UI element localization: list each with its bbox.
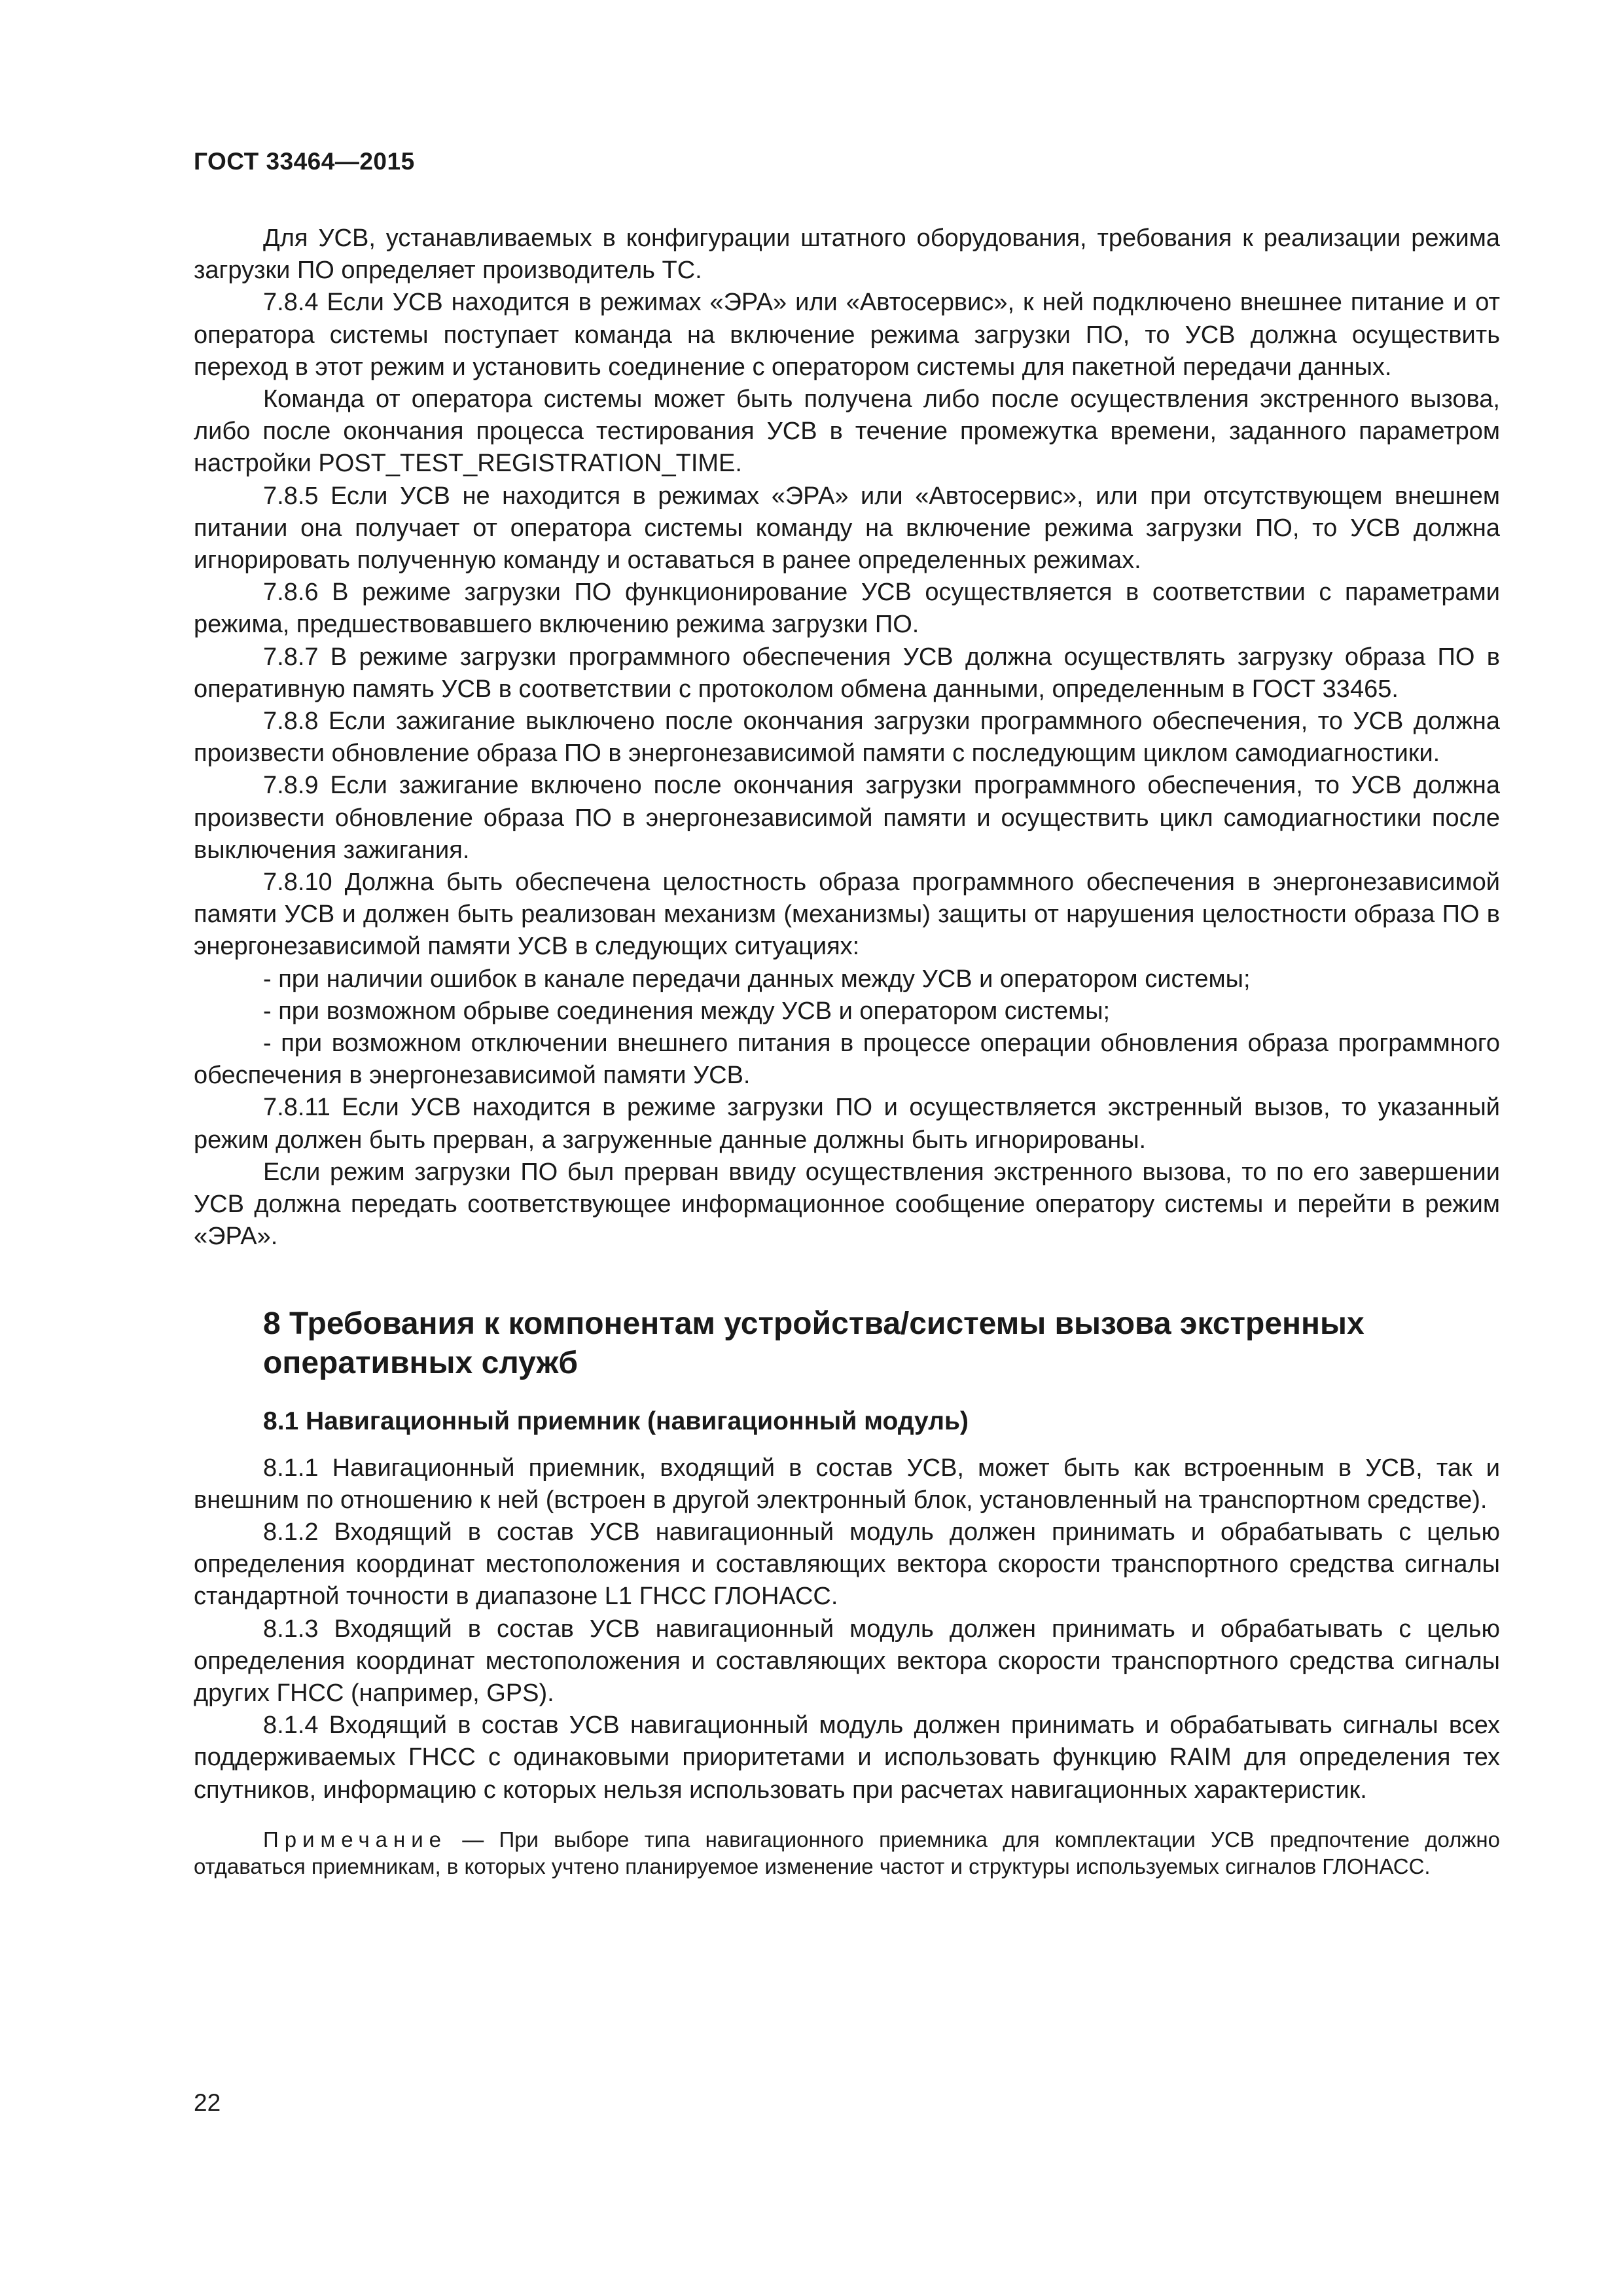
note-label: Примечание (263, 1827, 448, 1852)
paragraph-7-8-4: 7.8.4 Если УСВ находится в режимах «ЭРА» или «Автосервис», к ней подключено внешнее питание и от оператора системы поступает команда на включение режима загрузки ПО, то УСВ должна осуществить переход в этот режим и установить соединение с оператором системы для пакетной передачи данных. (194, 289, 1500, 381)
paragraph-7-8-6: 7.8.6 В режиме загрузки ПО функционирование УСВ осуществляется в соответствии с параметрами режима, предшествовавшего включению режима загрузки ПО. (194, 579, 1500, 639)
paragraph-7-8-5: 7.8.5 Если УСВ не находится в режимах «ЭРА» или «Автосервис», или при отсутствующем внешнем питании она получает от оператора системы команду на включение режима загрузки ПО, то УСВ должна игнорировать полученную команду и оставаться в ранее определенных режимах. (194, 482, 1500, 575)
paragraph-7-8-10: 7.8.10 Должна быть обеспечена целостность образа программного обеспечения в энергонезависимой памяти УСВ и должен быть реализован механизм (механизмы) защиты от нарушения целостности образа ПО в энергонезависимой памяти УСВ в следующих ситуациях: (194, 869, 1500, 961)
paragraph-7-8-8: 7.8.8 Если зажигание выключено после окончания загрузки программного обеспечения, то УСВ должна произвести обновление образа ПО в энергонезависимой памяти с последующим циклом самодиагностики. (194, 708, 1500, 768)
paragraph-7-8-4-cont: Команда от оператора системы может быть получена либо после осуществления экстренного вызова, либо после окончания процесса тестирования УСВ в течение промежутка времени, заданного параметром настройки POST_TEST_REGISTRATION_TIME. (194, 386, 1500, 478)
paragraph-7-8-11: 7.8.11 Если УСВ находится в режиме загрузки ПО и осуществляется экстренный вызов, то указанный режим должен быть прерван, а загруженные данные должны быть игнорированы. (194, 1094, 1500, 1154)
paragraph-7-8-7: 7.8.7 В режиме загрузки программного обеспечения УСВ должна осуществлять загрузку образа ПО в оперативную память УСВ в соответствии с протоколом обмена данными, определенным в ГОСТ 33465. (194, 643, 1500, 703)
page-number: 22 (194, 2089, 221, 2116)
paragraph-7-8-9: 7.8.9 Если зажигание включено после окончания загрузки программного обеспечения, то УСВ должна произвести обновление образа ПО в энергонезависимой памяти и осуществить цикл самодиагностики после выключения зажигания. (194, 772, 1500, 864)
paragraph-8-1-3: 8.1.3 Входящий в состав УСВ навигационный модуль должен принимать и обрабатывать с целью определения координат местоположения и составляющих вектора скорости транспортного средства сигналы других ГНСС (например, GPS). (194, 1615, 1500, 1707)
list-item: - при наличии ошибок в канале передачи данных между УСВ и оператором системы; (263, 965, 1251, 993)
paragraph-7-8-intro: Для УСВ, устанавливаемых в конфигурации штатного оборудования, требования к реализации режима загрузки ПО определяет производитель ТС. (194, 224, 1500, 285)
page-body (194, 223, 1500, 1880)
list-item: - при возможном обрыве соединения между УСВ и оператором системы; (263, 997, 1111, 1025)
note-paragraph (194, 1826, 1500, 1880)
paragraph-7-8-11-cont: Если режим загрузки ПО был прерван ввиду осуществления экстренного вызова, то по его завершении УСВ должна передать соответствующее информационное сообщение оператору системы и перейти в режим «ЭРА». (194, 1158, 1500, 1251)
list-item: - при возможном отключении внешнего питания в процессе операции обновления образа программного обеспечения в энергонезависимой памяти УСВ. (194, 1030, 1500, 1090)
paragraph-8-1-2: 8.1.2 Входящий в состав УСВ навигационный модуль должен принимать и обрабатывать с целью определения координат местоположения и составляющих вектора скорости транспортного средства сигналы стандартной точности в диапазоне L1 ГНСС ГЛОНАСС. (194, 1518, 1500, 1611)
document-code-header: ГОСТ 33464—2015 (194, 148, 415, 175)
paragraph-8-1-4: 8.1.4 Входящий в состав УСВ навигационный модуль должен принимать и обрабатывать сигналы всех поддерживаемых ГНСС с одинаковыми приоритетами и использовать функцию RAIM для определения тех спутников, информацию с которых нельзя использовать при расчетах навигационных характеристик. (194, 1712, 1500, 1804)
paragraph-8-1-1: 8.1.1 Навигационный приемник, входящий в состав УСВ, может быть как встроенным в УСВ, так и внешним по отношению к ней (встроен в другой электронный блок, установленный на транспортном средстве). (194, 1454, 1500, 1514)
subsection-8-1-heading: 8.1 Навигационный приемник (навигационный модуль) (263, 1407, 969, 1435)
note-text: — При выборе типа навигационного приемника для комплектации УСВ предпочтение должно отдаваться приемникам, в которых учтено планируемое изменение частот и структуры используемых сигналов ГЛОНАСС. (194, 1827, 1500, 1878)
section-8-heading: 8 Требования к компонентам устройства/системы вызова экстренных оперативных служб (263, 1306, 1364, 1380)
